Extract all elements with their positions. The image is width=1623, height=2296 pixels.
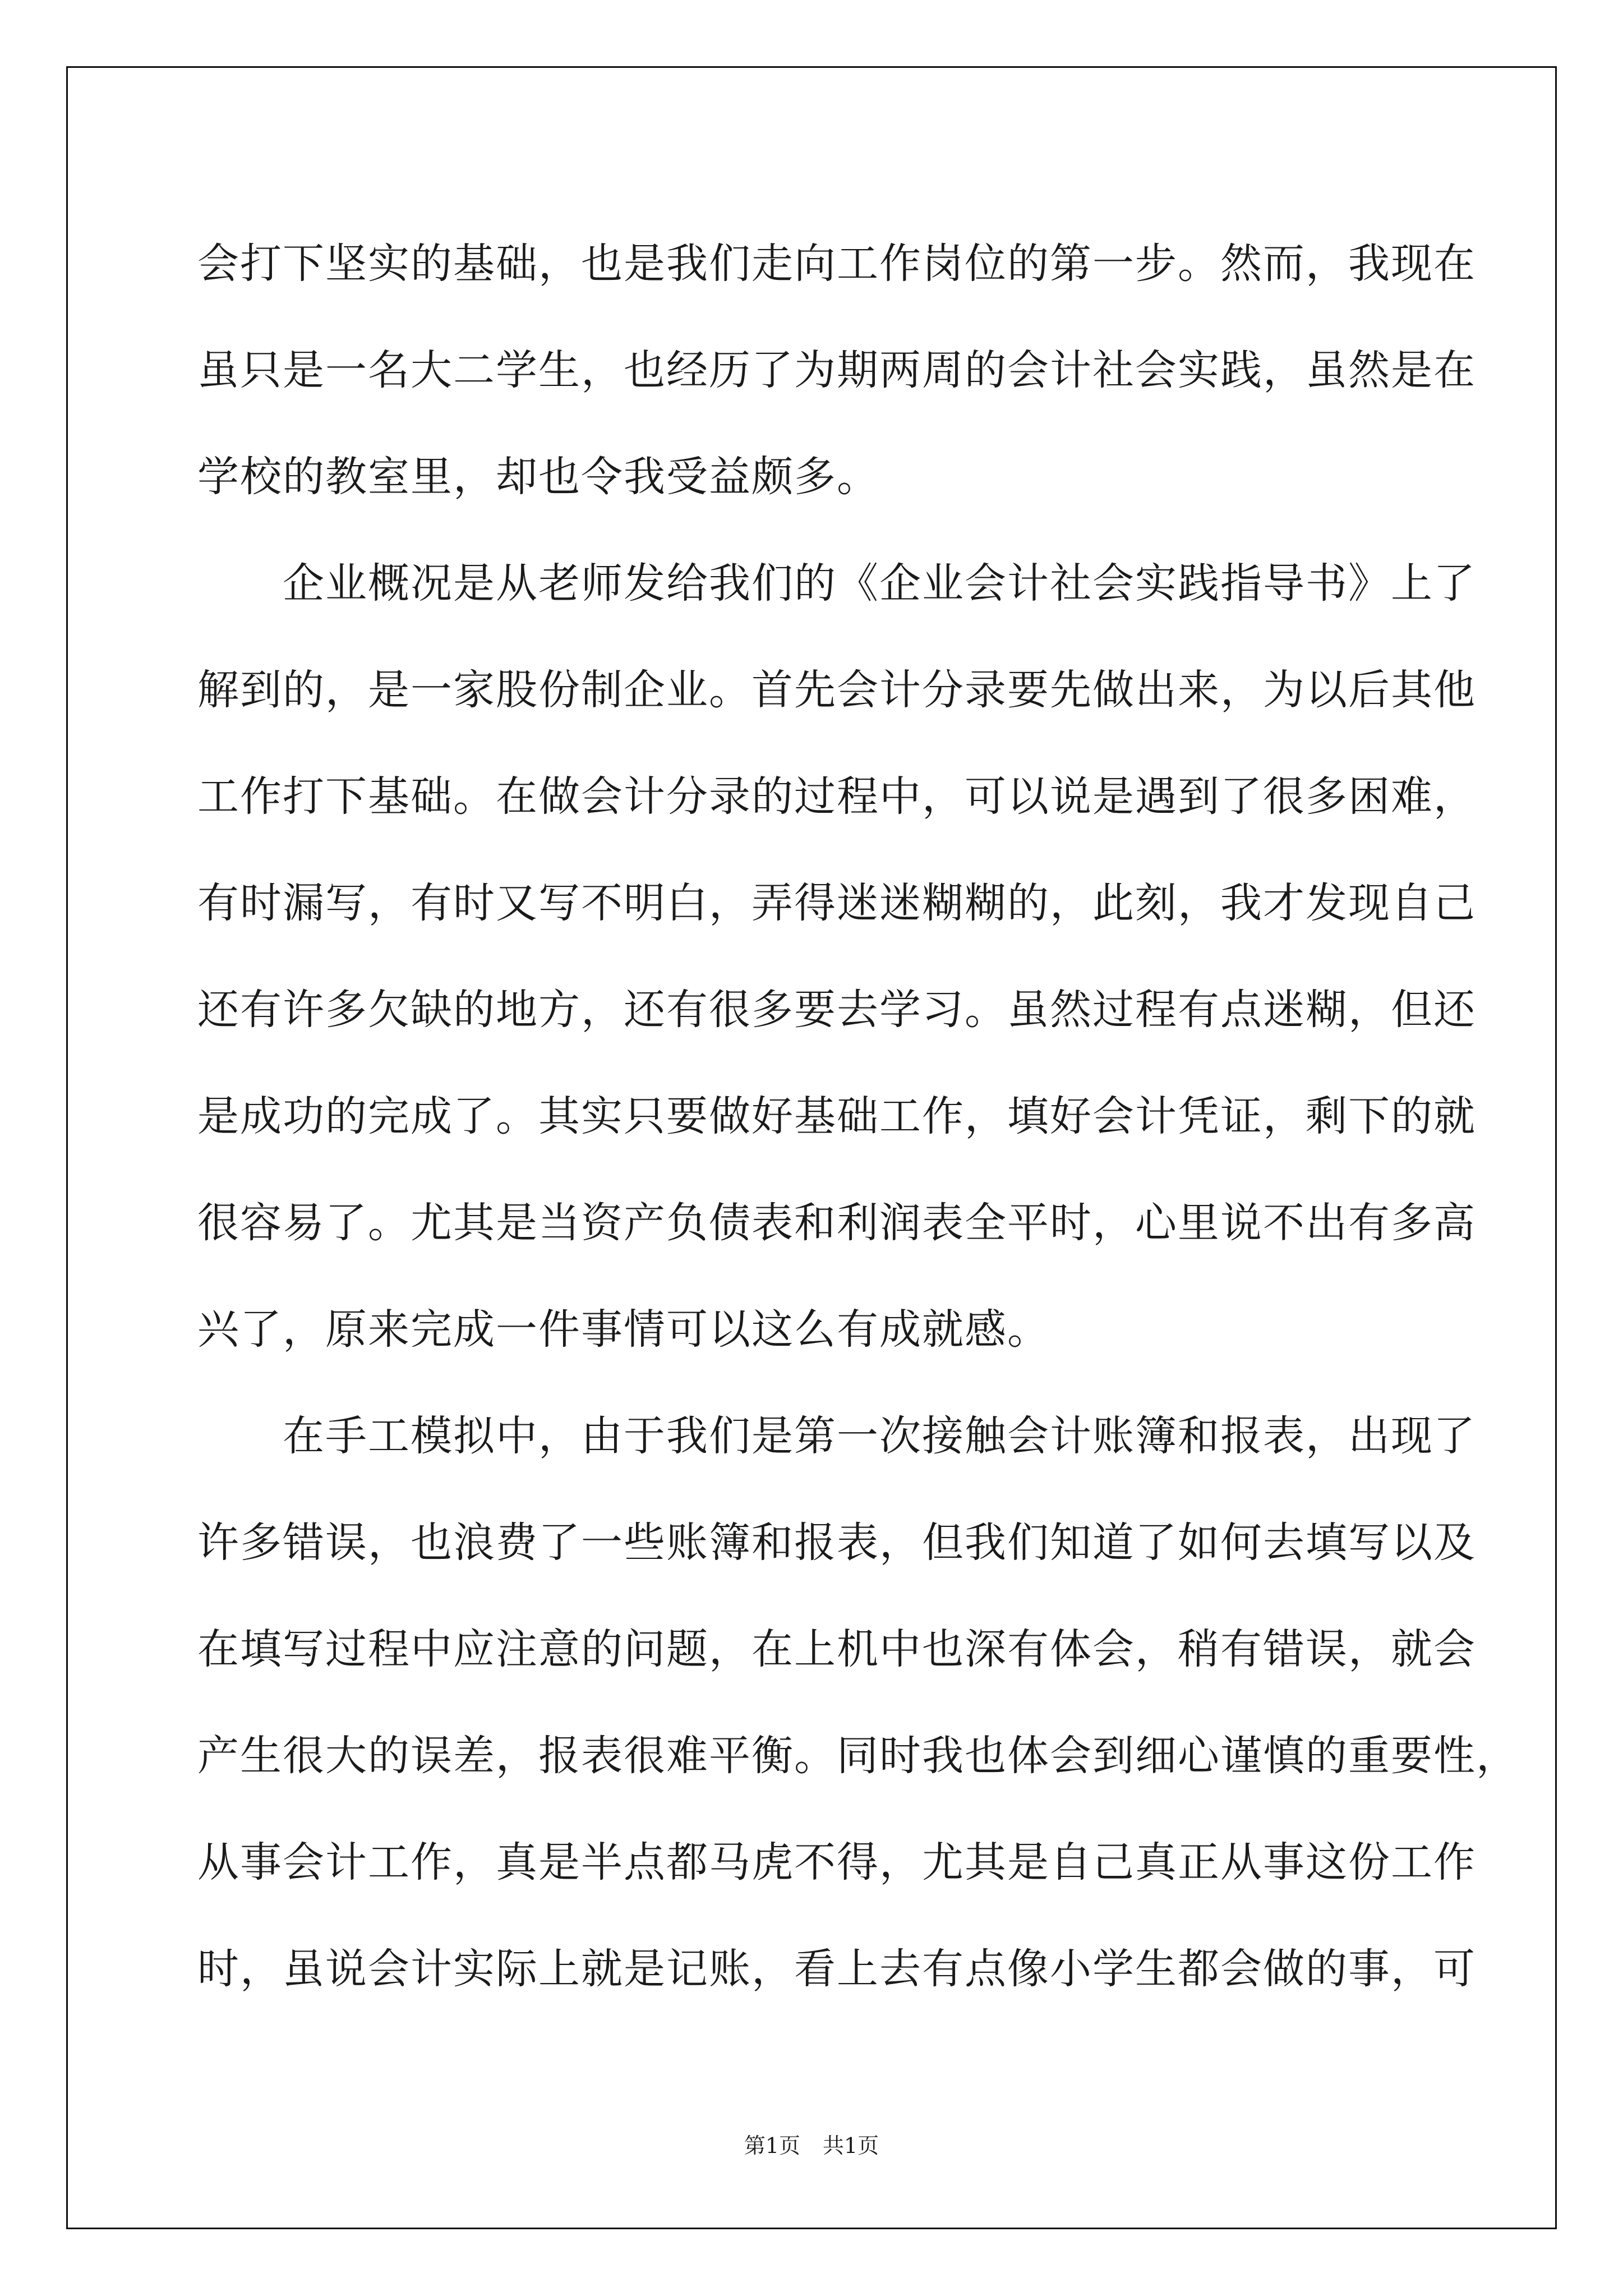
text-line: 工作打下基础。在做会计分录的过程中，可以说是遇到了很多困难， (197, 772, 1476, 821)
text-line: 在填写过程中应注意的问题，在上机中也深有体会，稍有错误，就会 (197, 1625, 1476, 1673)
text-line: 兴了，原来完成一件事情可以这么有成就感。 (197, 1305, 1050, 1354)
page-footer (0, 2129, 1623, 2162)
text-line: 有时漏写，有时又写不明白，弄得迷迷糊糊的，此刻，我才发现自己 (197, 879, 1476, 927)
document-body (197, 210, 1519, 2022)
text-line: 解到的，是一家股份制企业。首先会计分录要先做出来，为以后其他 (197, 666, 1476, 714)
text-line: 是成功的完成了。其实只要做好基础工作，填好会计凭证，剩下的就 (197, 1092, 1476, 1140)
text-line: 会打下坚实的基础，也是我们走向工作岗位的第一步。然而，我现在 (197, 240, 1476, 288)
text-line: 很容易了。尤其是当资产负债表和利润表全平时，心里说不出有多高 (197, 1199, 1476, 1247)
text-line: 学校的教室里，却也令我受益颇多。 (197, 453, 879, 501)
text-line: 企业概况是从老师发给我们的《企业会计社会实践指导书》上了 (197, 559, 1476, 608)
text-line: 虽只是一名大二学生，也经历了为期两周的会计社会实践，虽然是在 (197, 346, 1476, 394)
page-number: 第1页 (744, 2133, 800, 2158)
text-line: 在手工模拟中，由于我们是第一次接触会计账簿和报表，出现了 (197, 1412, 1476, 1460)
text-line: 许多错误，也浪费了一些账簿和报表，但我们知道了如何去填写以及 (197, 1519, 1476, 1567)
text-line: 还有许多欠缺的地方，还有很多要去学习。虽然过程有点迷糊，但还 (197, 986, 1476, 1034)
text-line: 产生很大的误差，报表很难平衡。同时我也体会到细心谨慎的重要性， (197, 1732, 1519, 1780)
text-line: 从事会计工作，真是半点都马虎不得，尤其是自己真正从事这份工作 (197, 1838, 1476, 1887)
text-line: 时，虽说会计实际上就是记账，看上去有点像小学生都会做的事，可 (197, 1945, 1476, 1993)
page-total: 共1页 (823, 2133, 879, 2158)
